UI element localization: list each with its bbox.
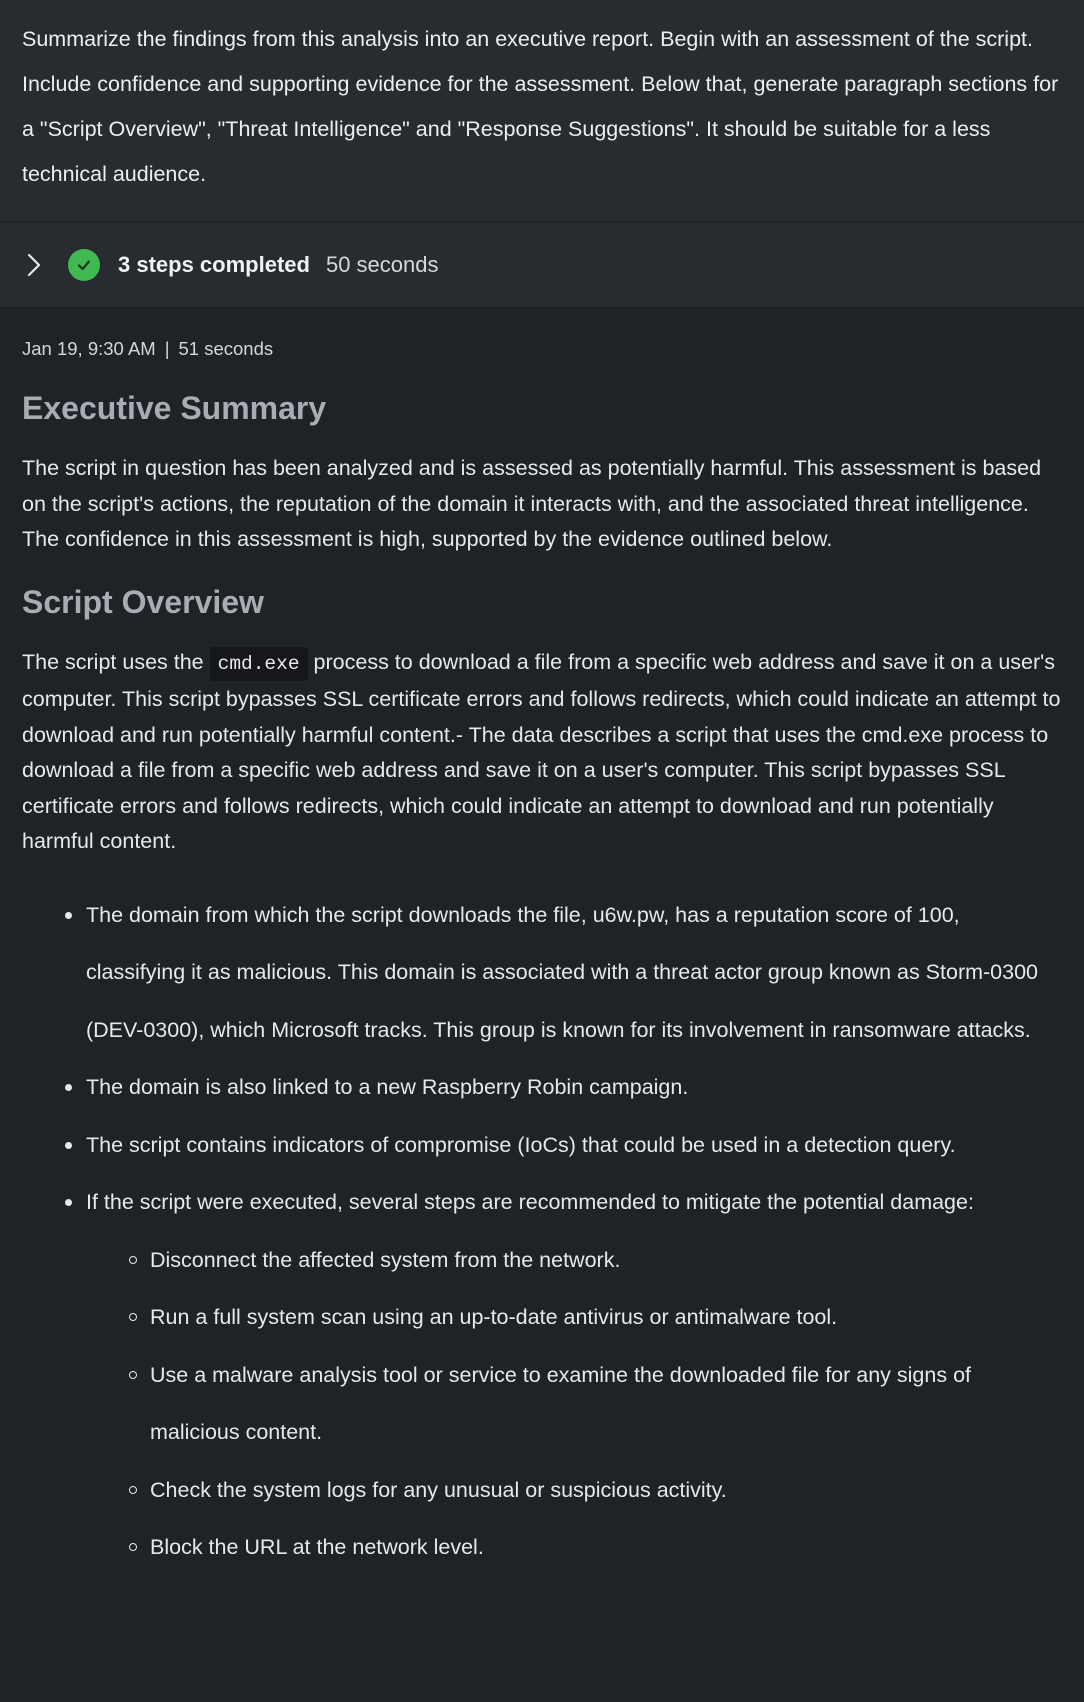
steps-duration: 50 seconds	[325, 251, 439, 277]
response-duration: 51 seconds	[178, 338, 274, 359]
list-item: The domain from which the script downloads the file, u6w.pw, has a reputation score of 100, classifying it as malicious. This domain is associated with a threat actor group known as Storm-0300 (DEV-0300), which Microsoft tracks. This group is known for its involvement in ransomware attacks.	[86, 887, 1062, 1060]
list-item: The script contains indicators of compromise (IoCs) that could be used in a detection query.	[86, 1117, 1062, 1175]
inline-code: cmd.exe	[210, 647, 308, 681]
response-timestamp: Jan 19, 9:30 AM	[22, 338, 156, 359]
sub-list-item: Disconnect the affected system from the network.	[150, 1232, 1062, 1290]
steps-summary-bar[interactable]	[0, 222, 1084, 308]
sub-list-item: Block the URL at the network level.	[150, 1519, 1062, 1577]
mitigation-steps-list	[86, 1232, 1062, 1577]
user-prompt	[0, 0, 1084, 222]
list-item-mitigation	[86, 1174, 1062, 1577]
executive-summary-heading: Executive Summary	[22, 390, 327, 426]
executive-summary-body: The script in question has been analyzed and is assessed as potentially harmful. This assessment is based on the script's actions, the reputation of the domain it interacts with, and the associated threat intelligence. The confidence in this assessment is high, supported by the evidence outlined below.	[22, 456, 1042, 551]
sub-list-item: Run a full system scan using an up-to-date antivirus or antimalware tool.	[150, 1289, 1062, 1347]
sub-list-item: Check the system logs for any unusual or suspicious activity.	[150, 1462, 1062, 1520]
script-overview-heading: Script Overview	[22, 583, 264, 620]
chevron-right-icon[interactable]	[22, 250, 46, 280]
check-circle-icon	[68, 249, 100, 281]
script-overview-body	[22, 645, 1062, 860]
meta-separator: |	[164, 338, 170, 359]
sub-list-item: Use a malware analysis tool or service to examine the downloaded file for any signs of malicious content.	[150, 1347, 1062, 1462]
list-item: The domain is also linked to a new Raspberry Robin campaign.	[86, 1059, 1062, 1117]
steps-label: 3 steps completed	[118, 251, 310, 277]
findings-list	[22, 887, 1062, 1577]
script-overview-text-post: process to download a file from a specific web address and save it on a user's computer. This script bypasses SSL certificate errors and follows redirects, which could indicate an attempt to download and run potentially harmful content.- The data describes a script that uses the cmd.exe process to download a file from a specific web address and save it on a user's computer. This script bypasses SSL certificate errors and follows redirects, which could indicate an attempt to download and run potentially harmful content.	[22, 649, 1061, 853]
prompt-text: Summarize the findings from this analysis into an executive report. Begin with an assessment of the script. Include confidence and supporting evidence for the assessment. Below that, generate paragraph sections for a "Script Overview", "Threat Intelligence" and "Response Suggestions". It should be suitable for a less technical audience.	[22, 27, 1059, 186]
mitigation-intro: If the script were executed, several steps are recommended to mitigate the potential damage:	[86, 1190, 974, 1214]
response-content	[0, 336, 1084, 1577]
response-meta	[22, 336, 1062, 362]
script-overview-text-pre: The script uses the	[22, 649, 204, 674]
